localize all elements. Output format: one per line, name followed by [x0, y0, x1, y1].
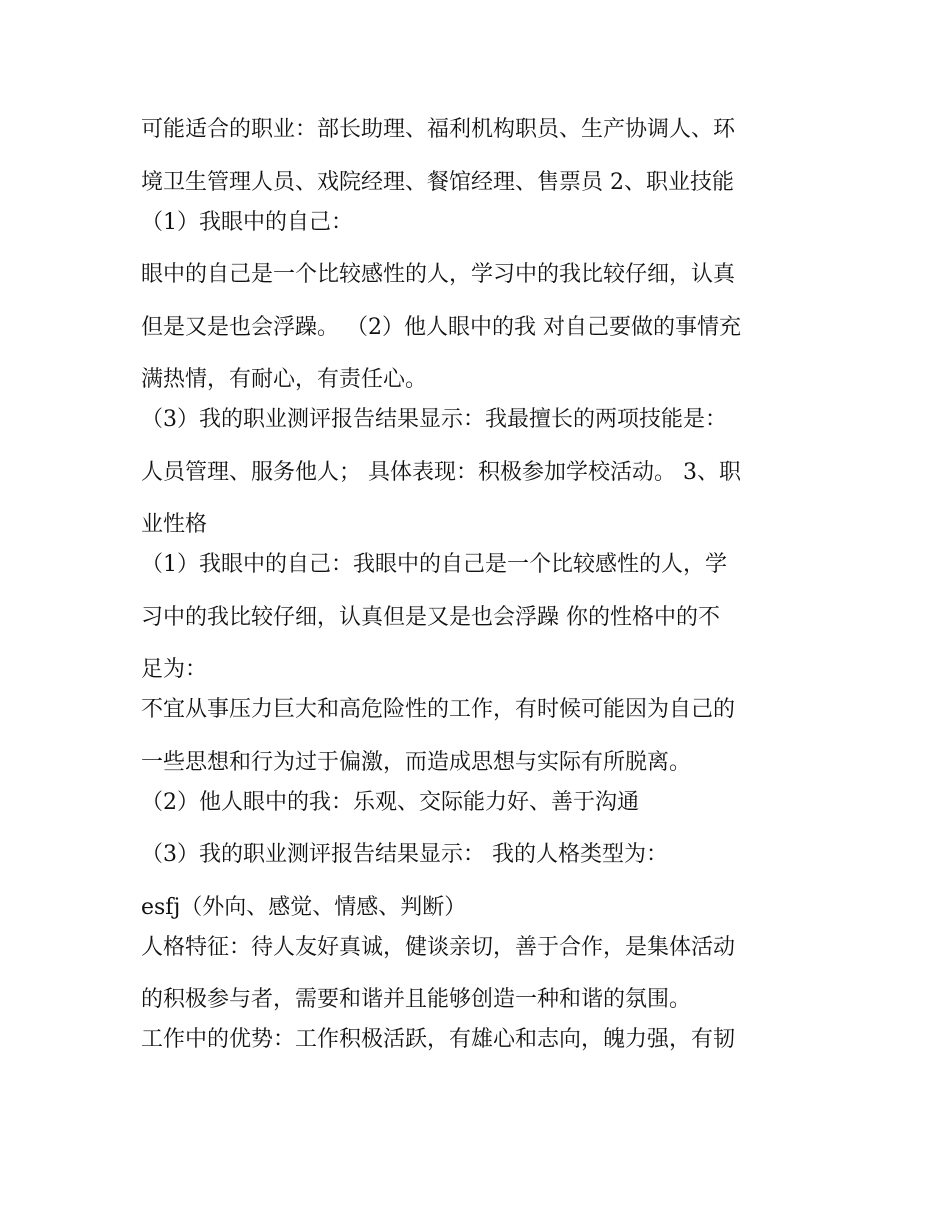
text-line: （3）我的职业测评报告结果显示：我最擅长的两项技能是： [141, 407, 727, 432]
text-line: 的积极参与者，需要和谐并且能够创造一种和谐的氛围。 [141, 987, 692, 1012]
text-line: （1）我眼中的自己： [141, 209, 353, 235]
text-line: 满热情，有耐心，有责任心。 [141, 367, 428, 392]
text-line: 工作中的优势：工作积极活跃，有雄心和志向，魄力强，有韧 [141, 1027, 736, 1052]
text-line: 可能适合的职业：部长助理、福利机构职员、生产协调人、环 [141, 117, 736, 142]
text-line: （3）我的职业测评报告结果显示： 我的人格类型为： [141, 842, 668, 867]
text-line: esfj（外向、感觉、情感、判断） [141, 894, 467, 920]
text-line: 业性格 [141, 512, 208, 537]
text-line: （2）他人眼中的我：乐观、交际能力好、善于沟通 [141, 789, 639, 815]
text-line: 习中的我比较仔细，认真但是又是也会浮躁 你的性格中的不 [141, 604, 720, 630]
document-body [141, 110, 821, 1060]
text-line: 人格特征：待人友好真诚，健谈亲切，善于合作，是集体活动 [141, 934, 736, 960]
text-line: 但是又是也会浮躁。 （2）他人眼中的我 对自己要做的事情充 [141, 314, 741, 340]
text-line: 境卫生管理人员、戏院经理、餐馆经理、售票员 2、职业技能 [141, 169, 734, 195]
text-line: 足为： [141, 657, 208, 682]
text-line: 眼中的自己是一个比较感性的人，学习中的我比较仔细，认真 [141, 262, 736, 287]
text-line: 一些思想和行为过于偏激，而造成思想与实际有所脱离。 [141, 749, 692, 775]
text-line: （1）我眼中的自己：我眼中的自己是一个比较感性的人，学 [141, 552, 727, 577]
text-line: 人员管理、服务他人； 具体表现：积极参加学校活动。 3、职 [141, 459, 741, 485]
text-line: 不宜从事压力巨大和高危险性的工作，有时候可能因为自己的 [141, 697, 736, 722]
